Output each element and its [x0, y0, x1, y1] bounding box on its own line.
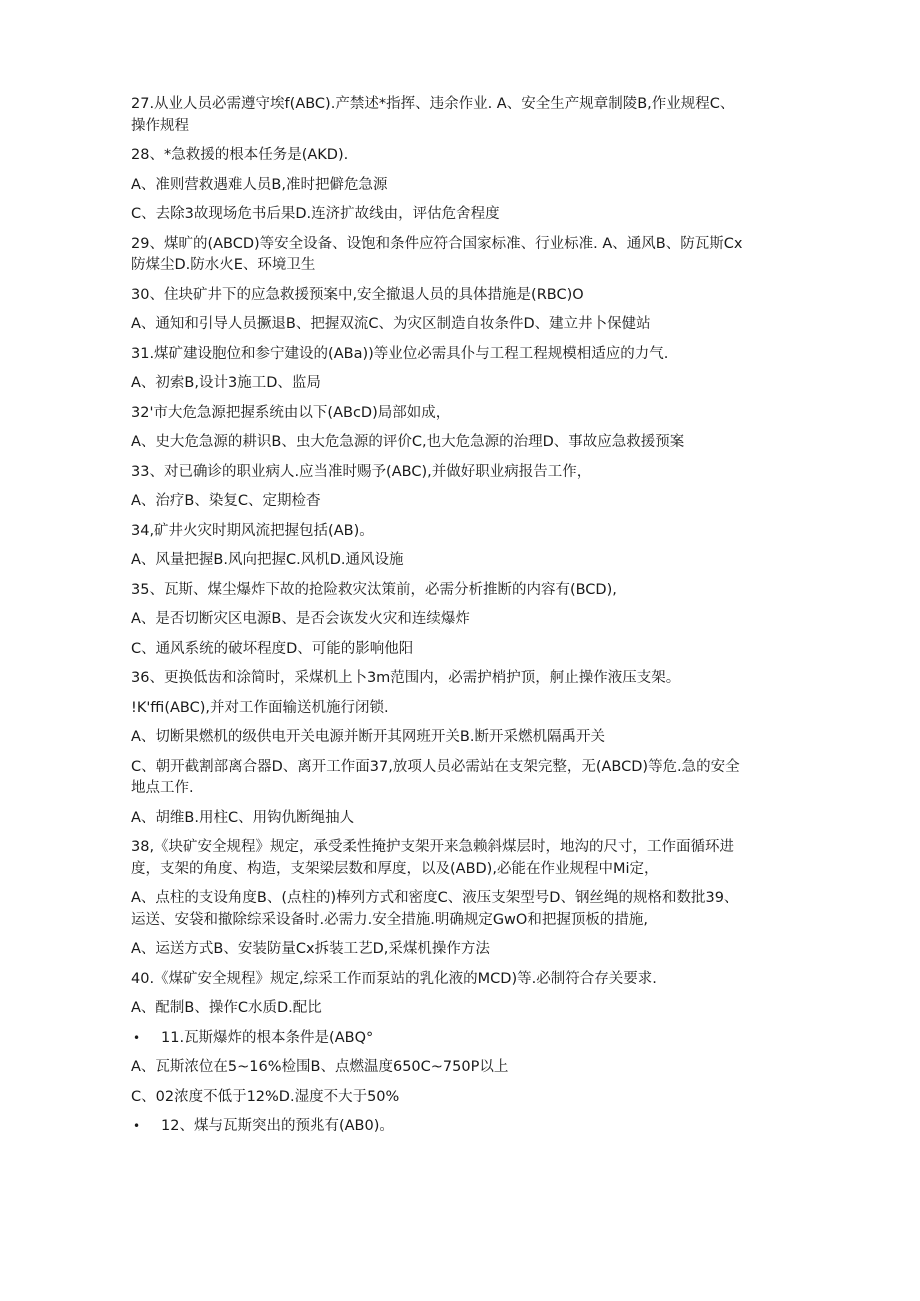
- question-40-options: A、配制B、操作C水质D.配比: [131, 1000, 322, 1016]
- question-32-options: A、史大危急源的耕识B、虫大危急源的评价C,也大危急源的治理D、事故应急救援预案: [131, 434, 685, 450]
- question-11-options-c-d: C、02浓度不低于12%D.湿度不大于50%: [131, 1088, 400, 1105]
- question-27-continued: 操作规程: [131, 117, 189, 134]
- question-31-options: A、初索B,设计3施工D、监局: [131, 375, 321, 391]
- question-29-continued: 防煤尘D.防水火E、环境卫生: [131, 257, 316, 273]
- question-30-options: A、通知和引导人员撅退B、把握双流C、为灾区制造自妆条件D、建立井卜保健站: [131, 316, 651, 332]
- question-32: 32'市大危急源把握系统由以下(ABcD)局部如成，: [131, 404, 451, 421]
- question-35-options-c-d: C、通风系统的破坏程度D、可能的影响他阳: [131, 640, 414, 657]
- question-31: 31.煤矿建设胞位和参宁建设的(ABa))等业位必需具仆与工程工程规模相适应的力气.: [131, 345, 669, 362]
- question-27: 27.从业人员必需遵守埃f(ABC).产禁述*指挥、违余作业. A、安全生产规章制陵B,作业规程C、: [131, 96, 735, 112]
- question-37-options: A、胡维B.用柱C、用钩仇断绳抽人: [131, 809, 355, 826]
- question-38: 38,《块矿安全规程》规定，承受柔性掩护支架开来急赖斜煤层时，地沟的尺寸，工作面循环进: [131, 839, 735, 855]
- question-38-options-question-39: A、点柱的支设角度B、(点柱的)棒列方式和密度C、液压支架型号D、钢丝绳的规格和数批39、: [131, 890, 739, 906]
- question-30: 30、住块矿井下的应急救援预案中,安全撤退人员的具体措施是(RBC)O: [131, 286, 584, 303]
- question-40: 40.《煤矿安全规程》规定,综采工作而泵站的乳化液的MCD)等.必制符合存关要求.: [131, 970, 657, 987]
- question-36: 36、更换低齿和涂简时，采煤机上卜3m范围内，必需护梢护顶，舸止操作液压支架。: [131, 670, 681, 686]
- question-35: 35、瓦斯、煤尘爆炸下故的抢险救灾汰策前，必需分析推断的内容有(BCD),: [131, 581, 617, 598]
- question-11: • 11.瓦斯爆炸的根本条件是(ABQ°: [131, 1028, 820, 1048]
- question-35-options-a-b: A、是否切断灾区电源B、是否会诙发火灾和连续爆炸: [131, 611, 470, 627]
- question-36-options-c-d-question-37: C、朝开截割部离合器D、离开工作面37,放项人员必需站在支架完整，无(ABCD)等危.急的安全: [131, 758, 740, 775]
- question-33-options: A、治疗B、染复C、定期检杳: [131, 493, 321, 509]
- question-39-continued: 运送、安袋和撤除综采设备时.必需力.安全措施.明确规定GwO和把握顶板的措施,: [131, 911, 648, 928]
- question-33: 33、对已确诊的职业病人.应当准时赐予(ABC),并做好职业病报告工作，: [131, 463, 592, 480]
- question-34: 34,矿井火灾时期风流把握包括(AB)。: [131, 522, 374, 539]
- question-36-options-a-b: A、切断果燃机的级供电开关电源并断开其网班开关B.断开采燃机隔禹开关: [131, 729, 605, 745]
- question-11-options-a-b: A、瓦斯浓位在5~16%检围B、点燃温度650C~750P以上: [131, 1059, 509, 1075]
- question-38-continued: 度，支架的角度、构造，支架梁层数和厚度，以及(ABD),必能在作业规程中Mi定，: [131, 860, 659, 877]
- question-29: 29、煤旷的(ABCD)等安全设备、设饱和条件应符合国家标准、行业标准. A、通风B、防瓦斯Cx: [131, 235, 743, 252]
- question-28-options-c-d: C、去除3故现场危书后果D.连济扩故线由，评估危舍程度: [131, 206, 500, 222]
- question-39-options: A、运送方式B、安装防量Cx拆装工艺D,采煤机操作方法: [131, 941, 490, 957]
- question-36-continued: !K'ffi(ABC),并对工作面输送机施行闭锁.: [131, 699, 389, 716]
- question-34-options: A、风量把握B.风向把握C.风机D.通风设施: [131, 552, 404, 568]
- question-28: 28、*急救援的根本任务是(AKD).: [131, 147, 349, 163]
- question-12: • 12、煤与瓦斯突出的预兆有(AB0)。: [131, 1116, 820, 1136]
- question-37-continued: 地点工作.: [131, 780, 194, 796]
- question-28-options-a-b: A、准则营救遇难人员B,准时把僻危急源: [131, 176, 388, 193]
